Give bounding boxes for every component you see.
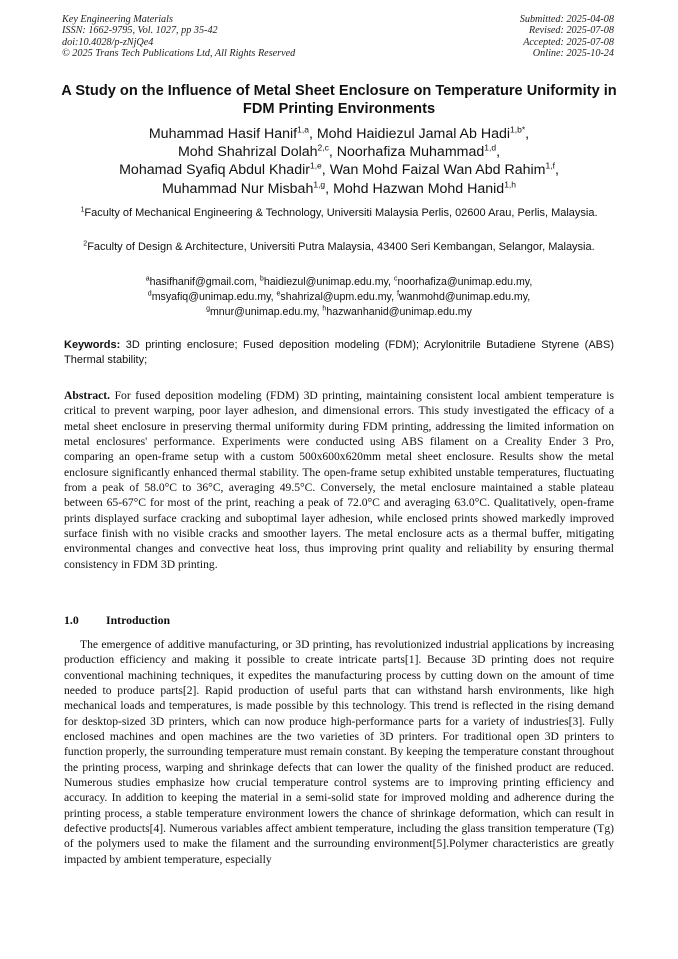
abstract-label: Abstract. — [64, 389, 111, 402]
author: Wan Mohd Faizal Wan Abd Rahim$^{1,f}$, — [329, 160, 559, 179]
author: Mohd Haidiezul Jamal Ab Hadi$^{1,b*}$, — [316, 124, 530, 142]
journal-header-left — [62, 14, 295, 60]
revised-date: Revised: 2025-07-08 — [528, 25, 614, 37]
journal-issn: ISSN: 1662-9795, Vol. 1027, pp 35-42 — [62, 25, 218, 37]
email-link[interactable]: $^d$msyafiq@unimap.edu.my — [147, 290, 271, 304]
author: Mohd Shahrizal Dolah$^{2,c}$, — [177, 142, 337, 161]
paper-title: A Study on the Influence of Metal Sheet Enclosure on Temperature Uniformity in FDM Printing Environments — [61, 83, 617, 117]
email-link[interactable]: $^e$shahrizal@upm.edu.my — [276, 290, 392, 304]
email-link[interactable]: $^g$mnur@unimap.edu.my — [206, 305, 317, 319]
affiliation-1: $^1$Faculty of Mechanical Engineering & Technology, Universiti Malaysia Perlis, 02600 Arau, Perlis, Malaysia. — [80, 206, 598, 219]
accepted-date: Accepted: 2025-07-08 — [523, 36, 614, 48]
email-link[interactable]: $^f$wanmohd@unimap.edu.my — [396, 290, 528, 304]
abstract-paragraph — [64, 388, 614, 572]
introduction-paragraph: The emergence of additive manufacturing, or 3D printing, has revolutionized industrial applications by increasing production efficiency and making it possible to create intricate parts[1]. Because 3D printing does not require conventional machining techniques, it expedites the manufacturing process by cutting down on the amount of time needed to produce parts[2]. Rapid production of useful parts that can withstand harsh environments, like high mechanical loads and temperatures, is made possible by this technology. This trend is reflected in the rising demand for desktop-sized 3D printers, which can now produce high-performance parts for a variety of industries[3]. Fully enclosed machines and open machines are the two varieties of 3D printers. For traditional open 3D printers to function properly, the surrounding temperature must remain constant. By keeping the temperature constant throughout the printing process, warping and shrinkage defects that can lower the quality of the finished product are reduced. Numerous studies emphasize how crucial temperature control systems are to improving printing efficiency and accuracy. In addition to keeping the material in a semi-solid state for improved molding and adherence during the printing process, a stable temperature environment lowers the chance of shrinkage deformation, which can result in defective products[4]. Numerous variables affect ambient temperature, including the glass transition temperature (Tg) of the polymers used to make the filament and the surrounding environment[5].Polymer characteristics are greatly impacted by ambient temperature, especially — [64, 638, 614, 866]
affiliation-2: $^2$Faculty of Design & Architecture, Universiti Putra Malaysia, 43400 Seri Kembangan, Selangor, Malaysia. — [83, 240, 595, 253]
email-list: $^a$hasifhanif@gmail.com, $^b$haidiezul@unimap.edu.my, $^c$noorhafiza@unimap.edu.my, $^d$msyafiq@unimap.edu.my, $^e$shahrizal@upm.edu.my, $^f$wanmohd@unimap.edu.my, $^g$mnur@unimap.edu.my, $^h$hazwanhanid@unimap.edu.my — [145, 275, 533, 319]
author: Mohd Hazwan Mohd Hanid$^{1,h}$ — [333, 178, 517, 197]
author: Noorhafiza Muhammad$^{1,d}$, — [336, 142, 501, 161]
section-number: 1.0 — [64, 613, 79, 627]
email-link[interactable]: $^h$hazwanhanid@unimap.edu.my — [322, 305, 472, 319]
journal-header-right — [520, 14, 614, 60]
email-link[interactable]: $^c$noorhafiza@unimap.edu.my — [393, 275, 530, 288]
journal-copyright: © 2025 Trans Tech Publications Ltd, All Rights Reserved — [62, 48, 296, 60]
online-date: Online: 2025-10-24 — [532, 48, 614, 60]
author: Mohamad Syafiq Abdul Khadir$^{1,e}$, — [119, 160, 330, 179]
submitted-date: Submitted: 2025-04-08 — [519, 14, 614, 25]
section-heading — [64, 613, 170, 627]
abstract-text: For fused deposition modeling (FDM) 3D printing, maintaining consistent local ambient temperature is critical to prevent warping, poor layer adhesion, and dimensional errors. This study investigated the efficacy of a metal sheet enclosure in preserving thermal uniformity during FDM printing, addressing the limited information on metal enclosures' performance. Experiments were conducted using ABS filament on a Creality Ender 3 Pro, comparing an open-frame setup with a custom 500x600x620mm metal sheet enclosure. Results show the metal enclosure significantly enhanced thermal stability. The open-frame setup exhibited unstable temperatures, fluctuating from a peak of 58.0°C to 36°C, averaging 49.5°C. Conversely, the metal enclosure maintained a stable plateau between 65-67°C for most of the print, reaching a peak of 72.0°C and averaging 63.0°C. Qualitatively, open-frame prints displayed surface cracking and suboptimal layer adhesion, while enclosed prints showed markedly improved surface finish with no visible cracks and smoother layers. The metal enclosure acts as a thermal buffer, mitigating environmental changes and convective heat loss, thus improving print quality and reliability by ensuring thermal consistency in FDM 3D printing. — [64, 389, 614, 571]
keywords-text: 3D printing enclosure; Fused deposition modeling (FDM); Acrylonitrile Butadiene Styrene (ABS) Thermal stability; — [64, 339, 614, 367]
author-list — [60, 125, 618, 198]
journal-doi[interactable]: doi:10.4028/p-zNjQe4 — [62, 36, 154, 48]
keywords-label: Keywords: — [64, 339, 121, 351]
section-title: Introduction — [106, 613, 171, 627]
keywords-paragraph — [64, 338, 614, 368]
author: Muhammad Hasif Hanif$^{1,a}$, — [148, 124, 317, 142]
author: Muhammad Nur Misbah$^{1,g}$, — [161, 178, 334, 197]
email-link[interactable]: $^a$hasifhanif@gmail.com — [145, 275, 255, 288]
journal-name: Key Engineering Materials — [62, 14, 173, 25]
email-link[interactable]: $^b$haidiezul@unimap.edu.my — [259, 275, 389, 288]
